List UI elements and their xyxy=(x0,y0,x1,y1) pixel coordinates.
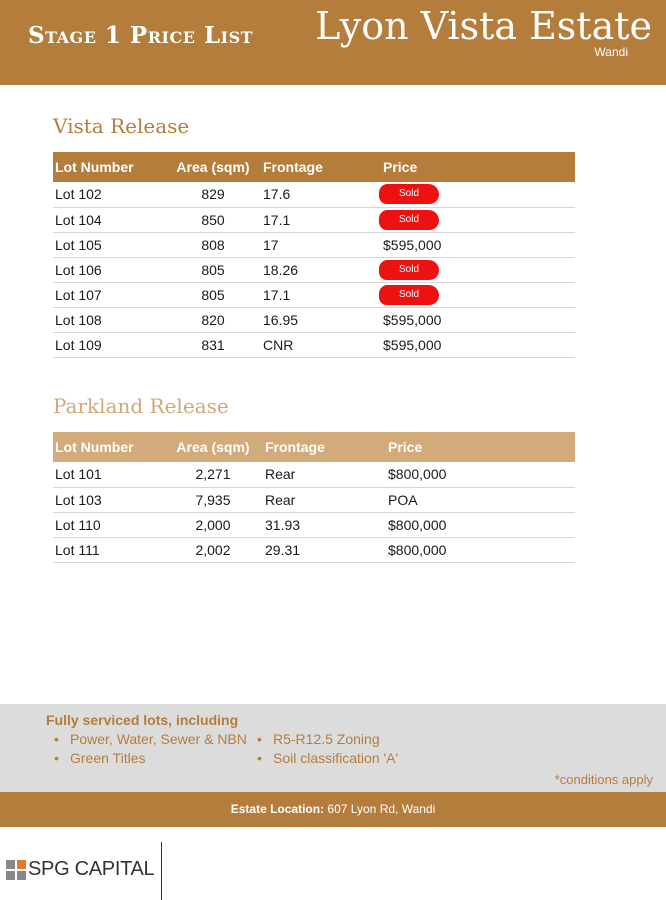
logo-square xyxy=(6,860,15,869)
lot-number: Lot 108 xyxy=(53,307,163,332)
table-row xyxy=(53,537,575,562)
list-item xyxy=(54,749,247,768)
features-title: Fully serviced lots, including xyxy=(46,712,239,728)
suburb-label: Wandi xyxy=(594,45,628,59)
sold-badge: Sold xyxy=(379,184,439,204)
location-address: 607 Lyon Rd, Wandi xyxy=(327,802,436,816)
feature-text: R5-R12.5 Zoning xyxy=(273,731,380,747)
lot-number: Lot 105 xyxy=(53,232,163,257)
lot-price: $800,000 xyxy=(383,537,575,562)
sold-badge: Sold xyxy=(379,210,439,230)
lot-number: Lot 103 xyxy=(53,487,163,512)
lot-frontage: Rear xyxy=(263,487,383,512)
column-header-price: Price xyxy=(388,439,423,455)
lot-frontage: 16.95 xyxy=(263,307,383,332)
lot-area: 7,935 xyxy=(163,487,263,512)
logo-square xyxy=(17,860,26,869)
logo-text: SPG CAPITAL xyxy=(28,858,155,880)
lot-area: 2,002 xyxy=(163,537,263,562)
feature-text: Green Titles xyxy=(70,750,146,766)
list-item xyxy=(257,730,398,749)
conditions-note: *conditions apply xyxy=(554,772,653,787)
table-row xyxy=(53,282,575,307)
lot-area: 829 xyxy=(163,182,263,207)
lot-number: Lot 106 xyxy=(53,257,163,282)
table-row xyxy=(53,257,575,282)
lot-price xyxy=(383,257,575,282)
logo-square xyxy=(17,871,26,880)
lot-price: $800,000 xyxy=(383,512,575,537)
bullet-icon: • xyxy=(54,731,59,747)
column-header-frontage: Frontage xyxy=(265,439,325,455)
column-header-lot: Lot Number xyxy=(55,159,134,175)
list-item xyxy=(54,730,247,749)
location-label: Estate Location: xyxy=(230,802,325,816)
table-row xyxy=(53,232,575,257)
bullet-icon: • xyxy=(54,750,59,766)
column-header-frontage: Frontage xyxy=(263,159,323,175)
features-panel xyxy=(0,704,666,792)
features-list-left xyxy=(54,730,247,768)
table-row xyxy=(53,207,575,232)
parkland-price-table xyxy=(53,432,575,563)
lot-frontage: 18.26 xyxy=(263,257,383,282)
header-banner xyxy=(0,0,666,85)
divider xyxy=(161,842,162,900)
parkland-release-title: Parkland Release xyxy=(53,394,229,418)
lot-frontage: 31.93 xyxy=(263,512,383,537)
feature-text: Power, Water, Sewer & NBN xyxy=(70,731,247,747)
lot-frontage: 17.6 xyxy=(263,182,383,207)
table-row xyxy=(53,307,575,332)
lot-frontage: 17.1 xyxy=(263,207,383,232)
sold-badge: Sold xyxy=(379,260,439,280)
logo-square xyxy=(6,871,15,880)
sold-badge: Sold xyxy=(379,285,439,305)
vista-release-title: Vista Release xyxy=(53,114,190,138)
lot-area: 850 xyxy=(163,207,263,232)
lot-number: Lot 102 xyxy=(53,182,163,207)
lot-price: $595,000 xyxy=(383,232,575,257)
lot-price xyxy=(383,182,575,207)
lot-frontage: CNR xyxy=(263,332,383,357)
table-row xyxy=(53,487,575,512)
lot-frontage: 17 xyxy=(263,232,383,257)
bullet-icon: • xyxy=(257,750,262,766)
lot-price: $595,000 xyxy=(383,332,575,357)
table-header-row xyxy=(53,432,575,462)
lot-area: 2,271 xyxy=(163,462,263,487)
lot-price: $595,000 xyxy=(383,307,575,332)
estate-location-bar xyxy=(0,792,666,827)
lot-number: Lot 111 xyxy=(53,537,163,562)
lot-price: $800,000 xyxy=(383,462,575,487)
table-row xyxy=(53,462,575,487)
lot-price: POA xyxy=(383,487,575,512)
lot-frontage: 29.31 xyxy=(263,537,383,562)
lot-area: 831 xyxy=(163,332,263,357)
lot-area: 805 xyxy=(163,257,263,282)
lot-area: 820 xyxy=(163,307,263,332)
lot-price xyxy=(383,282,575,307)
lot-number: Lot 107 xyxy=(53,282,163,307)
vista-price-table xyxy=(53,152,575,358)
table-header-row xyxy=(53,152,575,182)
column-header-lot: Lot Number xyxy=(55,439,134,455)
lot-price xyxy=(383,207,575,232)
table-row xyxy=(53,512,575,537)
feature-text: Soil classification 'A' xyxy=(273,750,399,766)
table-row xyxy=(53,182,575,207)
lot-number: Lot 110 xyxy=(53,512,163,537)
estate-name: Lyon Vista Estate xyxy=(315,4,652,48)
lot-frontage: 17.1 xyxy=(263,282,383,307)
list-item xyxy=(257,749,398,768)
lot-frontage: Rear xyxy=(263,462,383,487)
features-list-right xyxy=(257,730,398,768)
bullet-icon: • xyxy=(257,731,262,747)
table-row xyxy=(53,332,575,357)
column-header-price: Price xyxy=(383,159,418,175)
lot-number: Lot 104 xyxy=(53,207,163,232)
logo-squares-icon xyxy=(6,860,26,880)
lot-number: Lot 101 xyxy=(53,462,163,487)
lot-number: Lot 109 xyxy=(53,332,163,357)
lot-area: 2,000 xyxy=(163,512,263,537)
lot-area: 805 xyxy=(163,282,263,307)
lot-area: 808 xyxy=(163,232,263,257)
column-header-area: Area (sqm) xyxy=(176,439,250,455)
column-header-area: Area (sqm) xyxy=(176,159,250,175)
stage-title: Stage 1 Price List xyxy=(28,22,254,49)
